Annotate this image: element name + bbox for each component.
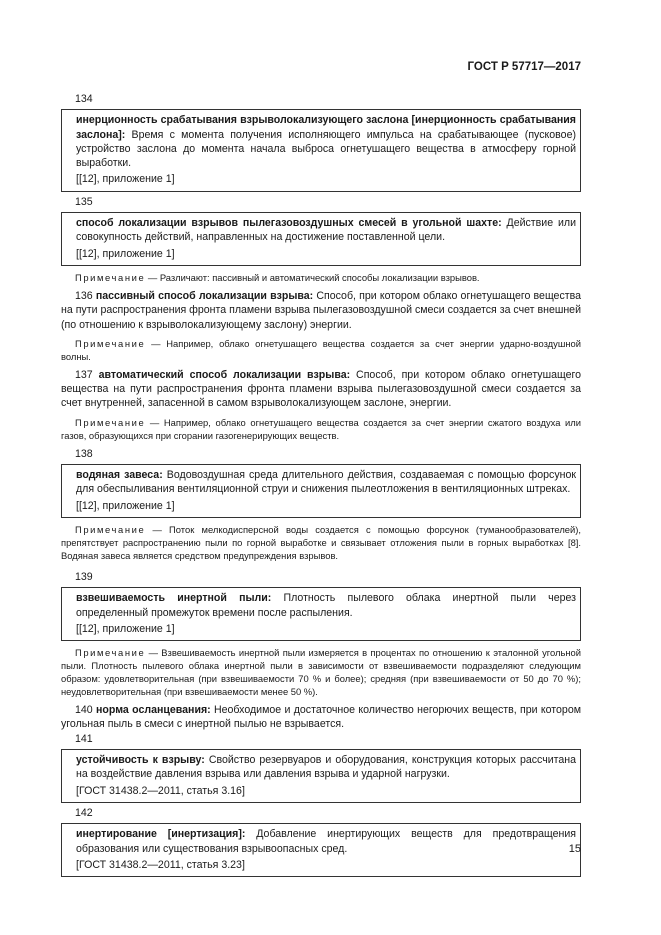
- note: [61, 646, 581, 698]
- entry-number: 136: [75, 289, 93, 302]
- definition-text: Время с момента получения исполняющего импульса на срабатывающее (пусковое) устройство заслона до момента начала выброса огнетушащего вещества в атмосферу горной выработки.: [76, 128, 576, 170]
- term-name: пассивный способ локализации взрыва:: [95, 289, 314, 302]
- term-name: норма осланцевания:: [96, 704, 211, 717]
- term-name: способ локализации взрывов пылегазовоздушных смесей в угольной шахте:: [76, 217, 502, 230]
- term-box-135: [61, 212, 581, 266]
- definition-text: Необходимое и достаточное количество негорючих веществ, при котором угольная пыль в смеси с инертной пылью не взрывается.: [61, 704, 581, 731]
- note-label: Примечание: [75, 647, 146, 659]
- entry-number: 137: [75, 368, 93, 381]
- term-name: инертирование [инертизация]:: [76, 828, 246, 841]
- source-reference: [[12], приложение 1]: [76, 173, 175, 186]
- note-text: — Взвешиваемость инертной пыли измеряется в процентах по отношению к эталонной угольной пыли. Плотность пылевого облака инертной пыли в зависимости от взвешиваемости подразделяют следующим образом: удовлетворительная (при взвешиваемости 70 % и более); средняя (при взвешиваемости от 50 до 70 %); неудовлетворительная (при взвешиваемости менее 50 %).: [61, 647, 581, 698]
- note-label: Примечание: [75, 337, 146, 349]
- source-reference: [[12], приложение 1]: [76, 499, 175, 512]
- term-name: инерционность срабатывания взрыволокализующего заслона [инерционность срабатывания заслона]:: [76, 114, 576, 141]
- term-box-142: [61, 823, 581, 877]
- term-name: автоматический способ локализации взрыва:: [98, 368, 351, 381]
- document-body: [61, 92, 581, 880]
- definition-text: Свойство резервуаров и оборудования, конструкция которых рассчитана на воздействие давления взрыва или давления взрыва и ударной нагрузки.: [76, 754, 577, 781]
- entry-number: 141: [75, 732, 93, 745]
- source-reference: [[12], приложение 1]: [76, 247, 175, 260]
- note-text: — Например, облако огнетушащего вещества создается за счет энергии сжатого воздуха или газов, образующихся при сгорании газогенерирующих веществ.: [61, 416, 581, 441]
- term-definition: [76, 468, 576, 497]
- note-text: — Поток мелкодисперсной воды создается с помощью форсунок (туманообразователей), препятствует распространению пыли по горной выработке и связывает отложения пыли в горных выработках [8]. Водяная завеса является средством предупреждения взрывов.: [61, 523, 581, 561]
- term-definition: [76, 753, 576, 782]
- term-paragraph-140: [61, 703, 581, 732]
- term-definition: [76, 591, 576, 620]
- term-definition: [76, 113, 576, 170]
- definition-text: Плотность пылевого облака инертной пыли через определенный промежуток времени после распыления.: [76, 592, 576, 619]
- source-reference: [[12], приложение 1]: [76, 622, 175, 635]
- source-reference: [ГОСТ 31438.2—2011, статья 3.16]: [76, 784, 245, 797]
- note: [61, 523, 581, 562]
- entry-number: 139: [75, 570, 93, 583]
- definition-text: Способ, при котором облако огнетушащего вещества на пути распространения фронта пламени взрыва пылегазовоздушной смеси создается за счет внешней (по отношению к взрыволокализующему заслону) энергии.: [61, 289, 581, 331]
- term-paragraph-136: [61, 289, 581, 332]
- entry-number: 135: [75, 195, 93, 208]
- note: [61, 271, 581, 284]
- term-name: водяная завеса:: [76, 469, 163, 482]
- term-name: взвешиваемость инертной пыли:: [76, 592, 272, 605]
- entry-number: 140: [75, 704, 93, 717]
- term-definition: [76, 827, 576, 856]
- term-paragraph-137: [61, 368, 581, 411]
- term-name: устойчивость к взрыву:: [76, 754, 205, 767]
- definition-text: Способ, при котором облако огнетушащего вещества на пути распространения фронта пламени взрыва пылегазовоздушной смеси создается за счет внутренней, запасенной в самом взрыволокализующем заслоне, энергии.: [61, 368, 582, 410]
- page-number: 15: [568, 843, 581, 855]
- entry-number: 142: [75, 806, 93, 819]
- definition-text: Добавление инертирующих веществ для предотвращения образования или существования взрывоопасных сред.: [76, 828, 576, 855]
- note-label: Примечание: [75, 523, 146, 535]
- term-box-138: [61, 464, 581, 518]
- note: [61, 337, 581, 363]
- term-box-134: [61, 109, 581, 191]
- source-reference: [ГОСТ 31438.2—2011, статья 3.23]: [76, 858, 245, 871]
- term-definition: [76, 216, 576, 245]
- entry-number: 134: [75, 93, 93, 105]
- note-label: Примечание: [75, 416, 146, 428]
- definition-text: Действие или совокупность действий, направленных на достижение поставленной цели.: [76, 217, 576, 244]
- term-box-141: [61, 749, 581, 803]
- note-text: — Например, облако огнетушащего вещества создается за счет энергии ударно-воздушной волны.: [61, 337, 581, 362]
- note-label: Примечание: [75, 271, 146, 283]
- document-code: ГОСТ Р 57717—2017: [467, 61, 581, 73]
- term-box-139: [61, 587, 581, 641]
- definition-text: Водовоздушная среда длительного действия, создаваемая с помощью форсунок для обеспыливания вентиляционной струи и снижения пылеотложения в вентиляционных штреках.: [76, 469, 577, 496]
- note: [61, 416, 581, 442]
- entry-number: 138: [75, 447, 93, 460]
- note-text: — Различают: пассивный и автоматический способы локализации взрывов.: [145, 271, 480, 283]
